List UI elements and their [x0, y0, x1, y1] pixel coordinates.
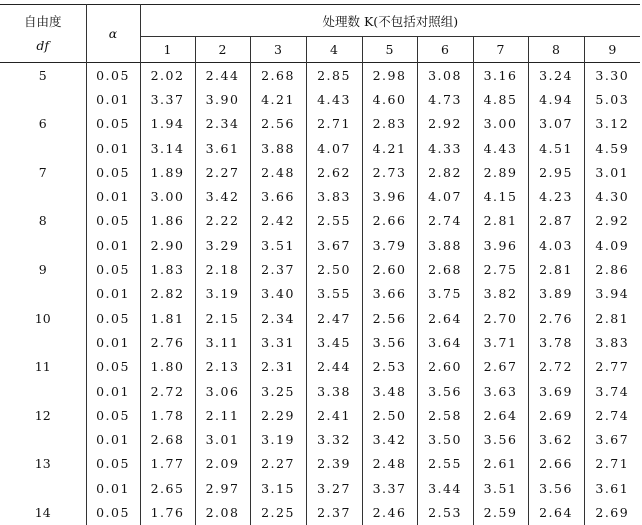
table-header: [0, 5, 640, 63]
value-cell: 3.06: [195, 379, 250, 403]
table-row: [0, 233, 640, 257]
value-cell: 3.48: [362, 379, 417, 403]
value-cell: 2.92: [417, 112, 473, 136]
value-cell: 3.96: [473, 233, 528, 257]
value-cell: 2.60: [362, 257, 417, 281]
alpha-cell: 0.01: [86, 330, 140, 354]
alpha-cell: 0.01: [86, 184, 140, 208]
value-cell: 4.21: [362, 136, 417, 160]
value-cell: 2.98: [362, 63, 417, 88]
value-cell: 2.95: [528, 160, 584, 184]
alpha-cell: 0.05: [86, 112, 140, 136]
value-cell: 1.94: [140, 112, 195, 136]
value-cell: 2.64: [473, 403, 528, 427]
table-body: [0, 63, 640, 525]
value-cell: 1.89: [140, 160, 195, 184]
value-cell: 4.03: [528, 233, 584, 257]
df-cell: [0, 282, 86, 306]
table-row: [0, 476, 640, 500]
value-cell: 4.09: [595, 237, 630, 253]
value-cell: 3.51: [473, 476, 528, 500]
value-cell: 3.66: [250, 184, 306, 208]
value-cell: 4.94: [528, 87, 584, 111]
value-cell: 3.07: [528, 112, 584, 136]
value-cell: 2.81: [473, 209, 528, 233]
table-row: [0, 257, 640, 281]
alpha-cell: 0.01: [86, 427, 140, 451]
k-header-8: 8: [528, 37, 584, 63]
value-cell: 1.77: [140, 452, 195, 476]
alpha-cell: 0.01: [86, 379, 140, 403]
value-cell: 3.12: [595, 116, 630, 132]
df-cell: [0, 427, 86, 451]
value-cell: 2.53: [417, 500, 473, 524]
value-cell: 4.33: [417, 136, 473, 160]
value-cell: 2.71: [306, 112, 362, 136]
table-row: [0, 184, 640, 208]
value-cell: 2.15: [195, 306, 250, 330]
df-cell: 11: [0, 355, 86, 379]
value-cell: 2.61: [473, 452, 528, 476]
df-header-line2: df: [36, 37, 50, 53]
table-row: [0, 306, 640, 330]
value-cell: 3.42: [362, 427, 417, 451]
df-header-line1: 自由度: [23, 13, 62, 29]
value-cell: 3.62: [528, 427, 584, 451]
value-cell: 2.62: [306, 160, 362, 184]
alpha-cell: 0.05: [86, 355, 140, 379]
value-cell: 3.31: [250, 330, 306, 354]
value-cell: 2.72: [528, 355, 584, 379]
value-cell: 3.96: [362, 184, 417, 208]
value-cell: 2.25: [250, 500, 306, 524]
alpha-cell: 0.05: [86, 306, 140, 330]
table-row: [0, 160, 640, 184]
value-cell: 1.83: [140, 257, 195, 281]
value-cell: 2.37: [250, 257, 306, 281]
alpha-cell: 0.05: [86, 257, 140, 281]
value-cell: 2.73: [362, 160, 417, 184]
table-row: [0, 209, 640, 233]
k-group-header: 处理数 K(不包括对照组): [140, 5, 640, 37]
value-cell: 4.43: [306, 87, 362, 111]
value-cell: 3.24: [528, 63, 584, 88]
value-cell: 2.42: [250, 209, 306, 233]
value-cell: 2.66: [362, 209, 417, 233]
value-cell: 3.30: [595, 67, 630, 83]
value-cell: 4.21: [250, 87, 306, 111]
value-cell: 3.40: [250, 282, 306, 306]
k-header-7: 7: [473, 37, 528, 63]
alpha-cell: 0.01: [86, 233, 140, 257]
value-cell: 3.00: [140, 184, 195, 208]
value-cell: 2.76: [140, 330, 195, 354]
value-cell: 2.31: [250, 355, 306, 379]
value-cell: 1.80: [140, 355, 195, 379]
k-header-4: 4: [306, 37, 362, 63]
value-cell: 2.37: [306, 500, 362, 524]
value-cell: 2.41: [306, 403, 362, 427]
value-cell: 2.74: [595, 407, 630, 423]
value-cell: 2.77: [595, 359, 630, 375]
df-cell: [0, 233, 86, 257]
df-cell: 8: [0, 209, 86, 233]
value-cell: 2.18: [195, 257, 250, 281]
k-header-9: 9: [608, 42, 617, 57]
alpha-cell: 0.05: [86, 500, 140, 524]
value-cell: 2.82: [140, 282, 195, 306]
value-cell: 4.43: [473, 136, 528, 160]
value-cell: 3.83: [306, 184, 362, 208]
df-cell: 6: [0, 112, 86, 136]
k-header-1: 1: [140, 37, 195, 63]
value-cell: 2.68: [417, 257, 473, 281]
value-cell: 2.82: [417, 160, 473, 184]
table-row: [0, 282, 640, 306]
value-cell: 3.74: [595, 383, 630, 399]
table-row: [0, 500, 640, 524]
value-cell: 3.42: [195, 184, 250, 208]
df-cell: 12: [0, 403, 86, 427]
dunnett-critical-value-table: [0, 4, 640, 525]
value-cell: 2.47: [306, 306, 362, 330]
value-cell: 3.71: [473, 330, 528, 354]
value-cell: 3.89: [528, 282, 584, 306]
value-cell: 4.59: [595, 140, 630, 156]
value-cell: 4.30: [595, 189, 630, 205]
value-cell: 4.07: [417, 184, 473, 208]
alpha-cell: 0.05: [86, 452, 140, 476]
value-cell: 4.60: [362, 87, 417, 111]
value-cell: 3.67: [306, 233, 362, 257]
value-cell: 2.48: [250, 160, 306, 184]
value-cell: 2.76: [528, 306, 584, 330]
value-cell: 2.60: [417, 355, 473, 379]
df-column-header: [0, 5, 86, 63]
value-cell: 3.15: [250, 476, 306, 500]
df-cell: 9: [0, 257, 86, 281]
alpha-cell: 0.01: [86, 87, 140, 111]
value-cell: 3.61: [195, 136, 250, 160]
value-cell: 2.97: [195, 476, 250, 500]
alpha-cell: 0.01: [86, 476, 140, 500]
table-row: [0, 112, 640, 136]
k-header-6: 6: [417, 37, 473, 63]
value-cell: 2.64: [528, 500, 584, 524]
alpha-column-header: α: [86, 5, 140, 63]
value-cell: 3.64: [417, 330, 473, 354]
value-cell: 3.75: [417, 282, 473, 306]
value-cell: 2.27: [250, 452, 306, 476]
alpha-cell: 0.01: [86, 136, 140, 160]
value-cell: 2.55: [417, 452, 473, 476]
df-cell: 13: [0, 452, 86, 476]
value-cell: 3.69: [528, 379, 584, 403]
value-cell: 3.11: [195, 330, 250, 354]
value-cell: 2.34: [250, 306, 306, 330]
value-cell: 3.90: [195, 87, 250, 111]
k-header-5: 5: [362, 37, 417, 63]
value-cell: 2.50: [306, 257, 362, 281]
alpha-cell: 0.05: [86, 209, 140, 233]
value-cell: 2.34: [195, 112, 250, 136]
table-row: [0, 330, 640, 354]
value-cell: 2.56: [362, 306, 417, 330]
value-cell: 2.55: [306, 209, 362, 233]
value-cell: 2.48: [362, 452, 417, 476]
k-header-2: 2: [195, 37, 250, 63]
value-cell: 3.55: [306, 282, 362, 306]
value-cell: 3.38: [306, 379, 362, 403]
alpha-cell: 0.05: [86, 403, 140, 427]
value-cell: 3.01: [195, 427, 250, 451]
df-cell: [0, 87, 86, 111]
table-row: [0, 452, 640, 476]
value-cell: 3.88: [417, 233, 473, 257]
value-cell: 2.85: [306, 63, 362, 88]
value-cell: 3.66: [362, 282, 417, 306]
value-cell: 4.23: [528, 184, 584, 208]
value-cell: 3.56: [417, 379, 473, 403]
value-cell: 2.69: [595, 504, 630, 520]
df-cell: [0, 184, 86, 208]
value-cell: 3.78: [528, 330, 584, 354]
value-cell: 2.67: [473, 355, 528, 379]
value-cell: 3.50: [417, 427, 473, 451]
value-cell: 2.13: [195, 355, 250, 379]
alpha-cell: 0.05: [86, 160, 140, 184]
value-cell: 1.86: [140, 209, 195, 233]
value-cell: 3.37: [362, 476, 417, 500]
df-cell: [0, 379, 86, 403]
table-row: [0, 379, 640, 403]
value-cell: 4.73: [417, 87, 473, 111]
value-cell: 3.56: [528, 476, 584, 500]
value-cell: 2.89: [473, 160, 528, 184]
value-cell: 4.51: [528, 136, 584, 160]
value-cell: 2.87: [528, 209, 584, 233]
table-row: [0, 136, 640, 160]
value-cell: 3.79: [362, 233, 417, 257]
value-cell: 3.37: [140, 87, 195, 111]
value-cell: 2.92: [595, 213, 630, 229]
value-cell: 2.44: [306, 355, 362, 379]
value-cell: 3.56: [362, 330, 417, 354]
table-row: [0, 355, 640, 379]
value-cell: 3.88: [250, 136, 306, 160]
df-cell: 7: [0, 160, 86, 184]
value-cell: 4.85: [473, 87, 528, 111]
value-cell: 3.19: [195, 282, 250, 306]
value-cell: 3.63: [473, 379, 528, 403]
table-row: [0, 427, 640, 451]
value-cell: 2.46: [362, 500, 417, 524]
value-cell: 2.64: [417, 306, 473, 330]
value-cell: 3.56: [473, 427, 528, 451]
value-cell: 2.56: [250, 112, 306, 136]
value-cell: 1.76: [140, 500, 195, 524]
value-cell: 3.94: [595, 286, 630, 302]
df-cell: [0, 136, 86, 160]
value-cell: 3.25: [250, 379, 306, 403]
value-cell: 1.81: [140, 306, 195, 330]
value-cell: 3.16: [473, 63, 528, 88]
value-cell: 2.75: [473, 257, 528, 281]
value-cell: 2.44: [195, 63, 250, 88]
table-row: [0, 87, 640, 111]
value-cell: 3.27: [306, 476, 362, 500]
value-cell: 3.61: [595, 480, 630, 496]
value-cell: 2.70: [473, 306, 528, 330]
value-cell: 2.11: [195, 403, 250, 427]
value-cell: 3.19: [250, 427, 306, 451]
value-cell: 3.01: [595, 164, 630, 180]
value-cell: 2.74: [417, 209, 473, 233]
value-cell: 4.07: [306, 136, 362, 160]
value-cell: 2.69: [528, 403, 584, 427]
value-cell: 3.45: [306, 330, 362, 354]
value-cell: 2.02: [140, 63, 195, 88]
value-cell: 2.27: [195, 160, 250, 184]
value-cell: 3.14: [140, 136, 195, 160]
alpha-cell: 0.01: [86, 282, 140, 306]
k-header-3: 3: [250, 37, 306, 63]
value-cell: 2.29: [250, 403, 306, 427]
value-cell: 3.44: [417, 476, 473, 500]
df-cell: 14: [0, 500, 86, 524]
value-cell: 3.67: [595, 432, 630, 448]
value-cell: 2.83: [362, 112, 417, 136]
value-cell: 2.39: [306, 452, 362, 476]
value-cell: 2.86: [595, 262, 630, 278]
value-cell: 3.83: [595, 334, 630, 350]
value-cell: 2.50: [362, 403, 417, 427]
value-cell: 2.58: [417, 403, 473, 427]
value-cell: 5.03: [595, 91, 630, 107]
alpha-cell: 0.05: [86, 63, 140, 88]
df-cell: 10: [0, 306, 86, 330]
value-cell: 3.08: [417, 63, 473, 88]
value-cell: 2.71: [595, 456, 630, 472]
value-cell: 3.00: [473, 112, 528, 136]
table-row: [0, 63, 640, 88]
value-cell: 2.68: [140, 427, 195, 451]
value-cell: 3.82: [473, 282, 528, 306]
value-cell: 2.22: [195, 209, 250, 233]
value-cell: 3.32: [306, 427, 362, 451]
value-cell: 4.15: [473, 184, 528, 208]
value-cell: 2.66: [528, 452, 584, 476]
df-cell: [0, 476, 86, 500]
value-cell: 2.68: [250, 63, 306, 88]
value-cell: 2.08: [195, 500, 250, 524]
value-cell: 1.78: [140, 403, 195, 427]
value-cell: 2.90: [140, 233, 195, 257]
value-cell: 3.51: [250, 233, 306, 257]
value-cell: 2.65: [140, 476, 195, 500]
df-cell: [0, 330, 86, 354]
value-cell: 2.81: [595, 310, 630, 326]
value-cell: 2.53: [362, 355, 417, 379]
value-cell: 2.72: [140, 379, 195, 403]
value-cell: 2.59: [473, 500, 528, 524]
df-cell: 5: [0, 63, 86, 88]
value-cell: 3.29: [195, 233, 250, 257]
table-row: [0, 403, 640, 427]
value-cell: 2.81: [528, 257, 584, 281]
value-cell: 2.09: [195, 452, 250, 476]
